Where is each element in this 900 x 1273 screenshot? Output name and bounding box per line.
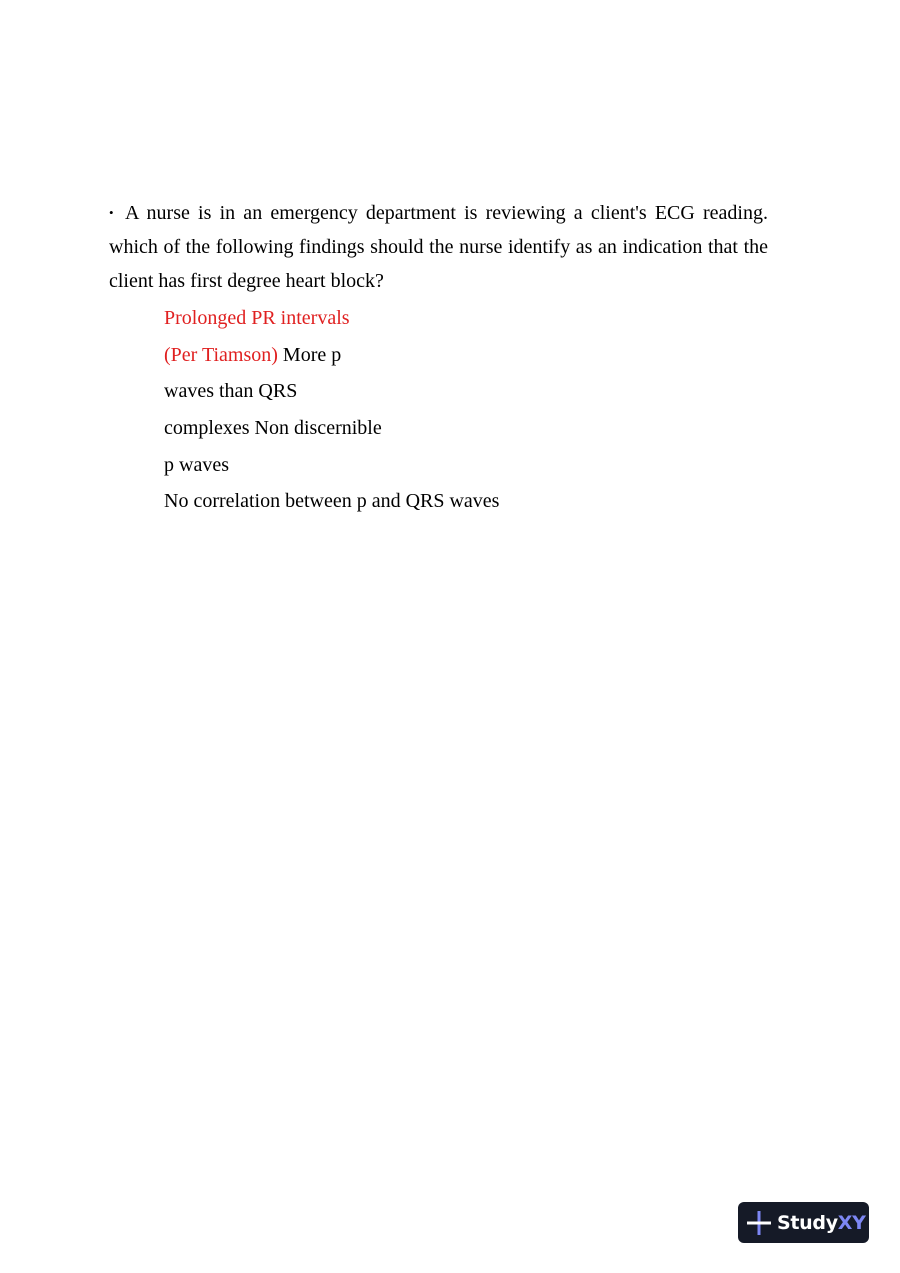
plus-icon [746,1210,772,1236]
option-line [164,337,499,374]
option-line: No correlation between p and QRS waves [164,490,500,513]
correct-answer: Prolonged PR intervals [164,307,350,329]
logo-word-xy: XY [837,1211,866,1234]
option-text: More p [277,343,342,366]
logo-word-study: Study [777,1211,838,1234]
option-line: complexes Non discernible [164,417,382,440]
option-line [164,300,499,337]
bullet-point: • [109,205,114,220]
question-text [109,196,768,298]
studyxy-logo [738,1202,869,1243]
question-body: A nurse is in an emergency department is reviewing a client's ECG reading. which of the following findings should the nurse identify as an indication that the client has first degree heart block? [109,202,768,292]
option-line: p waves [164,453,229,476]
answer-source-note: (Per Tiamson) [164,343,278,366]
answer-options [164,300,499,520]
option-line: waves than QRS [164,380,298,403]
